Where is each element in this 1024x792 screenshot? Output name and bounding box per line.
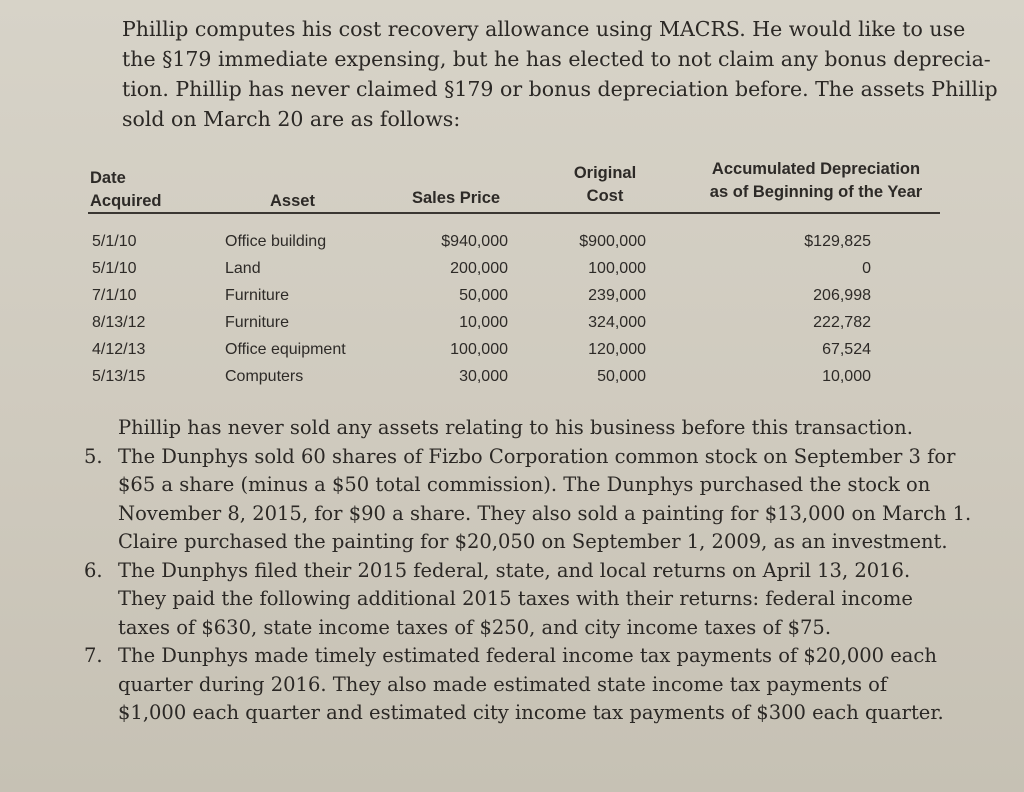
intro-line: Phillip computes his cost recovery allowance using MACRS. He would like to use [122,17,966,41]
item-line: The Dunphys filed their 2015 federal, state, and local returns on April 13, 2016. [118,558,911,582]
table-row [88,282,940,309]
intro-paragraph [122,14,998,134]
cell-asset: Furniture [225,314,290,331]
cell-date: 5/13/15 [92,368,146,385]
header-sales-price: Sales Price [412,189,501,207]
cell-original-cost: 120,000 [588,341,646,358]
item-line: quarter during 2016. They also made estimated state income tax payments of [118,672,888,696]
cell-accumulated-depreciation: 0 [862,260,871,277]
table-row [88,255,940,282]
cell-sales-price: 10,000 [459,314,508,331]
header-date-acquired [90,167,162,213]
numbered-item-5 [84,443,974,557]
intro-line: the §179 immediate expensing, but he has elected to not claim any bonus deprecia- [122,47,991,71]
item-line: November 8, 2015, for $90 a share. They also sold a painting for $13,000 on March 1. [118,501,972,525]
item-line: The Dunphys sold 60 shares of Fizbo Corporation common stock on September 3 for [118,444,956,468]
cell-date: 5/1/10 [92,233,137,250]
cell-asset: Office equipment [225,341,346,358]
table-row [88,309,940,336]
numbered-item-6 [84,557,974,643]
item-line: The Dunphys made timely estimated federal income tax payments of $20,000 each [118,644,937,667]
header-accumulated-depreciation [700,158,932,204]
item-line: They paid the following additional 2015 taxes with their returns: federal income [118,587,913,610]
item-number: 7. [84,644,103,667]
cell-accumulated-depreciation: 10,000 [822,368,871,385]
header-text: Date [90,169,126,187]
cell-sales-price: 50,000 [459,287,508,304]
cell-asset: Land [225,260,261,277]
header-text: Cost [586,187,624,205]
header-text: Accumulated Depreciation [711,160,921,178]
item-number: 5. [84,444,103,468]
table-row [88,363,940,390]
cell-asset: Computers [225,368,304,385]
cell-accumulated-depreciation: 206,998 [813,287,871,304]
item-line: Claire purchased the painting for $20,050 on September 1, 2009, as an investment. [118,530,948,553]
item-number: 6. [84,558,103,582]
cell-original-cost: $900,000 [579,233,646,250]
intro-line: tion. Phillip has never claimed §179 or bonus depreciation before. The assets Phillip [122,77,998,101]
cell-asset: Office building [225,233,327,250]
item-line: taxes of $630, state income taxes of $250, and city income taxes of $75. [118,615,832,639]
closing-sentence: Phillip has never sold any assets relating to his business before this transaction. [118,416,913,439]
cell-sales-price: 200,000 [450,260,508,277]
problem-body [84,414,974,728]
assets-sold-table [88,152,940,385]
header-text: as of Beginning of the Year [709,183,923,201]
cell-date: 5/1/10 [92,260,137,277]
item-line: $65 a share (minus a $50 total commission). The Dunphys purchased the stock on [118,473,931,496]
cell-original-cost: 100,000 [588,260,646,277]
cell-sales-price: 30,000 [459,368,508,385]
header-text: Original [573,164,637,182]
item-line: $1,000 each quarter and estimated city income tax payments of $300 each quarter. [118,701,944,724]
header-text: Acquired [90,192,162,210]
cell-sales-price: $940,000 [441,233,508,250]
intro-line: sold on March 20 are as follows: [122,107,461,131]
cell-date: 8/13/12 [92,314,146,331]
cell-accumulated-depreciation: $129,825 [804,233,871,250]
header-original-cost [564,162,646,208]
numbered-item-7 [84,642,974,728]
cell-date: 7/1/10 [92,287,137,304]
cell-asset: Furniture [225,287,290,304]
table-header [88,152,940,214]
header-asset: Asset [270,192,315,210]
table-row [88,228,940,255]
cell-original-cost: 324,000 [588,314,646,331]
cell-original-cost: 239,000 [588,287,646,304]
cell-sales-price: 100,000 [450,341,508,358]
cell-original-cost: 50,000 [597,368,646,385]
cell-date: 4/12/13 [92,341,146,358]
cell-accumulated-depreciation: 222,782 [813,314,871,331]
table-row [88,336,940,363]
cell-accumulated-depreciation: 67,524 [822,341,871,358]
